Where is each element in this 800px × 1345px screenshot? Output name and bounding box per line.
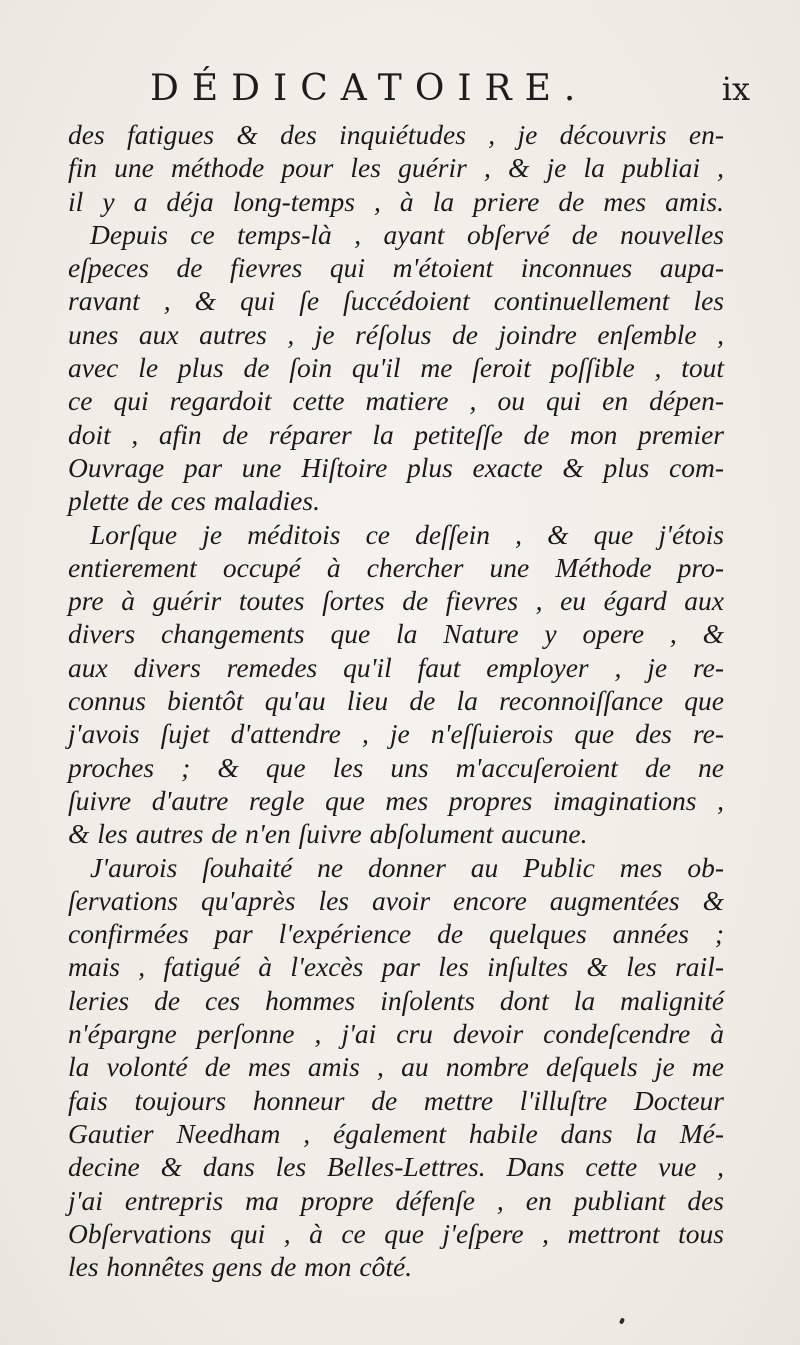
text-line: leries de ces hommes inſolents dont la malignité	[68, 984, 724, 1016]
body-text	[68, 118, 724, 1283]
text-line: ſervations qu'après les avoir encore augmentées &	[68, 884, 724, 916]
text-line: Lorſque je méditois ce deſſein , & que j'étois	[90, 518, 724, 550]
text-line: ſuivre d'autre regle que mes propres imaginations ,	[68, 784, 724, 816]
text-line: fin une méthode pour les guérir , & je la publiai ,	[68, 152, 724, 184]
running-header	[150, 64, 750, 114]
text-line: mais , fatigué à l'excès par les inſultes & les rail-	[68, 951, 724, 983]
text-line: des fatigues & des inquiétudes , je découvris en-	[68, 119, 724, 150]
text-line: confirmées par l'expérience de quelques années ;	[68, 918, 724, 950]
text-line: plette de ces maladies.	[68, 485, 320, 517]
text-line: aux divers remedes qu'il faut employer , je re-	[68, 651, 724, 683]
text-line: la volonté de mes amis , au nombre deſquels je me	[68, 1051, 724, 1083]
text-line: unes aux autres , je réſolus de joindre enſemble ,	[68, 318, 724, 350]
text-line: divers changements que la Nature y opere , &	[68, 618, 724, 650]
text-line: connus bientôt qu'au lieu de la reconnoiſſance que	[68, 685, 724, 717]
text-line: proches ; & que les uns m'accuſeroient de ne	[68, 751, 724, 783]
text-line: eſpeces de fievres qui m'étoient inconnues aupa-	[68, 252, 724, 284]
text-line: j'avois ſujet d'attendre , je n'eſſuierois que des re-	[68, 718, 724, 750]
text-line: j'ai entrepris ma propre défenſe , en publiant des	[68, 1184, 724, 1216]
text-line: J'aurois ſouhaité ne donner au Public mes ob-	[90, 851, 724, 883]
text-line: doit , afin de réparer la petiteſſe de mon premier	[68, 418, 724, 450]
running-title: DÉDICATOIRE.	[150, 68, 589, 109]
text-line: les honnêtes gens de mon côté.	[68, 1251, 413, 1283]
text-line: avec le plus de ſoin qu'il me ſeroit poſſible , tout	[68, 352, 724, 384]
text-line: Depuis ce temps-là , ayant obſervé de nouvelles	[90, 218, 724, 250]
text-line: decine & dans les Belles-Lettres. Dans cette vue ,	[68, 1151, 724, 1183]
page-number: ix	[721, 70, 750, 108]
text-line: & les autres de n'en ſuivre abſolument aucune.	[68, 818, 588, 850]
text-line: Ouvrage par une Hiſtoire plus exacte & plus com-	[68, 451, 724, 483]
text-line: pre à guérir toutes ſortes de fievres , eu égard aux	[68, 585, 724, 617]
ink-mark	[619, 1317, 625, 1324]
text-line: il y a déja long-temps , à la priere de mes amis.	[68, 185, 724, 217]
text-line: entierement occupé à chercher une Méthode pro-	[68, 551, 724, 583]
text-line: fais toujours honneur de mettre l'illuſtre Docteur	[68, 1084, 724, 1116]
text-line: Obſervations qui , à ce que j'eſpere , mettront tous	[68, 1217, 724, 1249]
text-line: ravant , & qui ſe ſuccédoient continuellement les	[68, 285, 724, 317]
text-line: n'épargne perſonne , j'ai cru devoir condeſcendre à	[68, 1018, 724, 1050]
text-line: ce qui regardoit cette matiere , ou qui en dépen-	[68, 385, 724, 417]
text-line: Gautier Needham , également habile dans la Mé-	[68, 1117, 724, 1149]
